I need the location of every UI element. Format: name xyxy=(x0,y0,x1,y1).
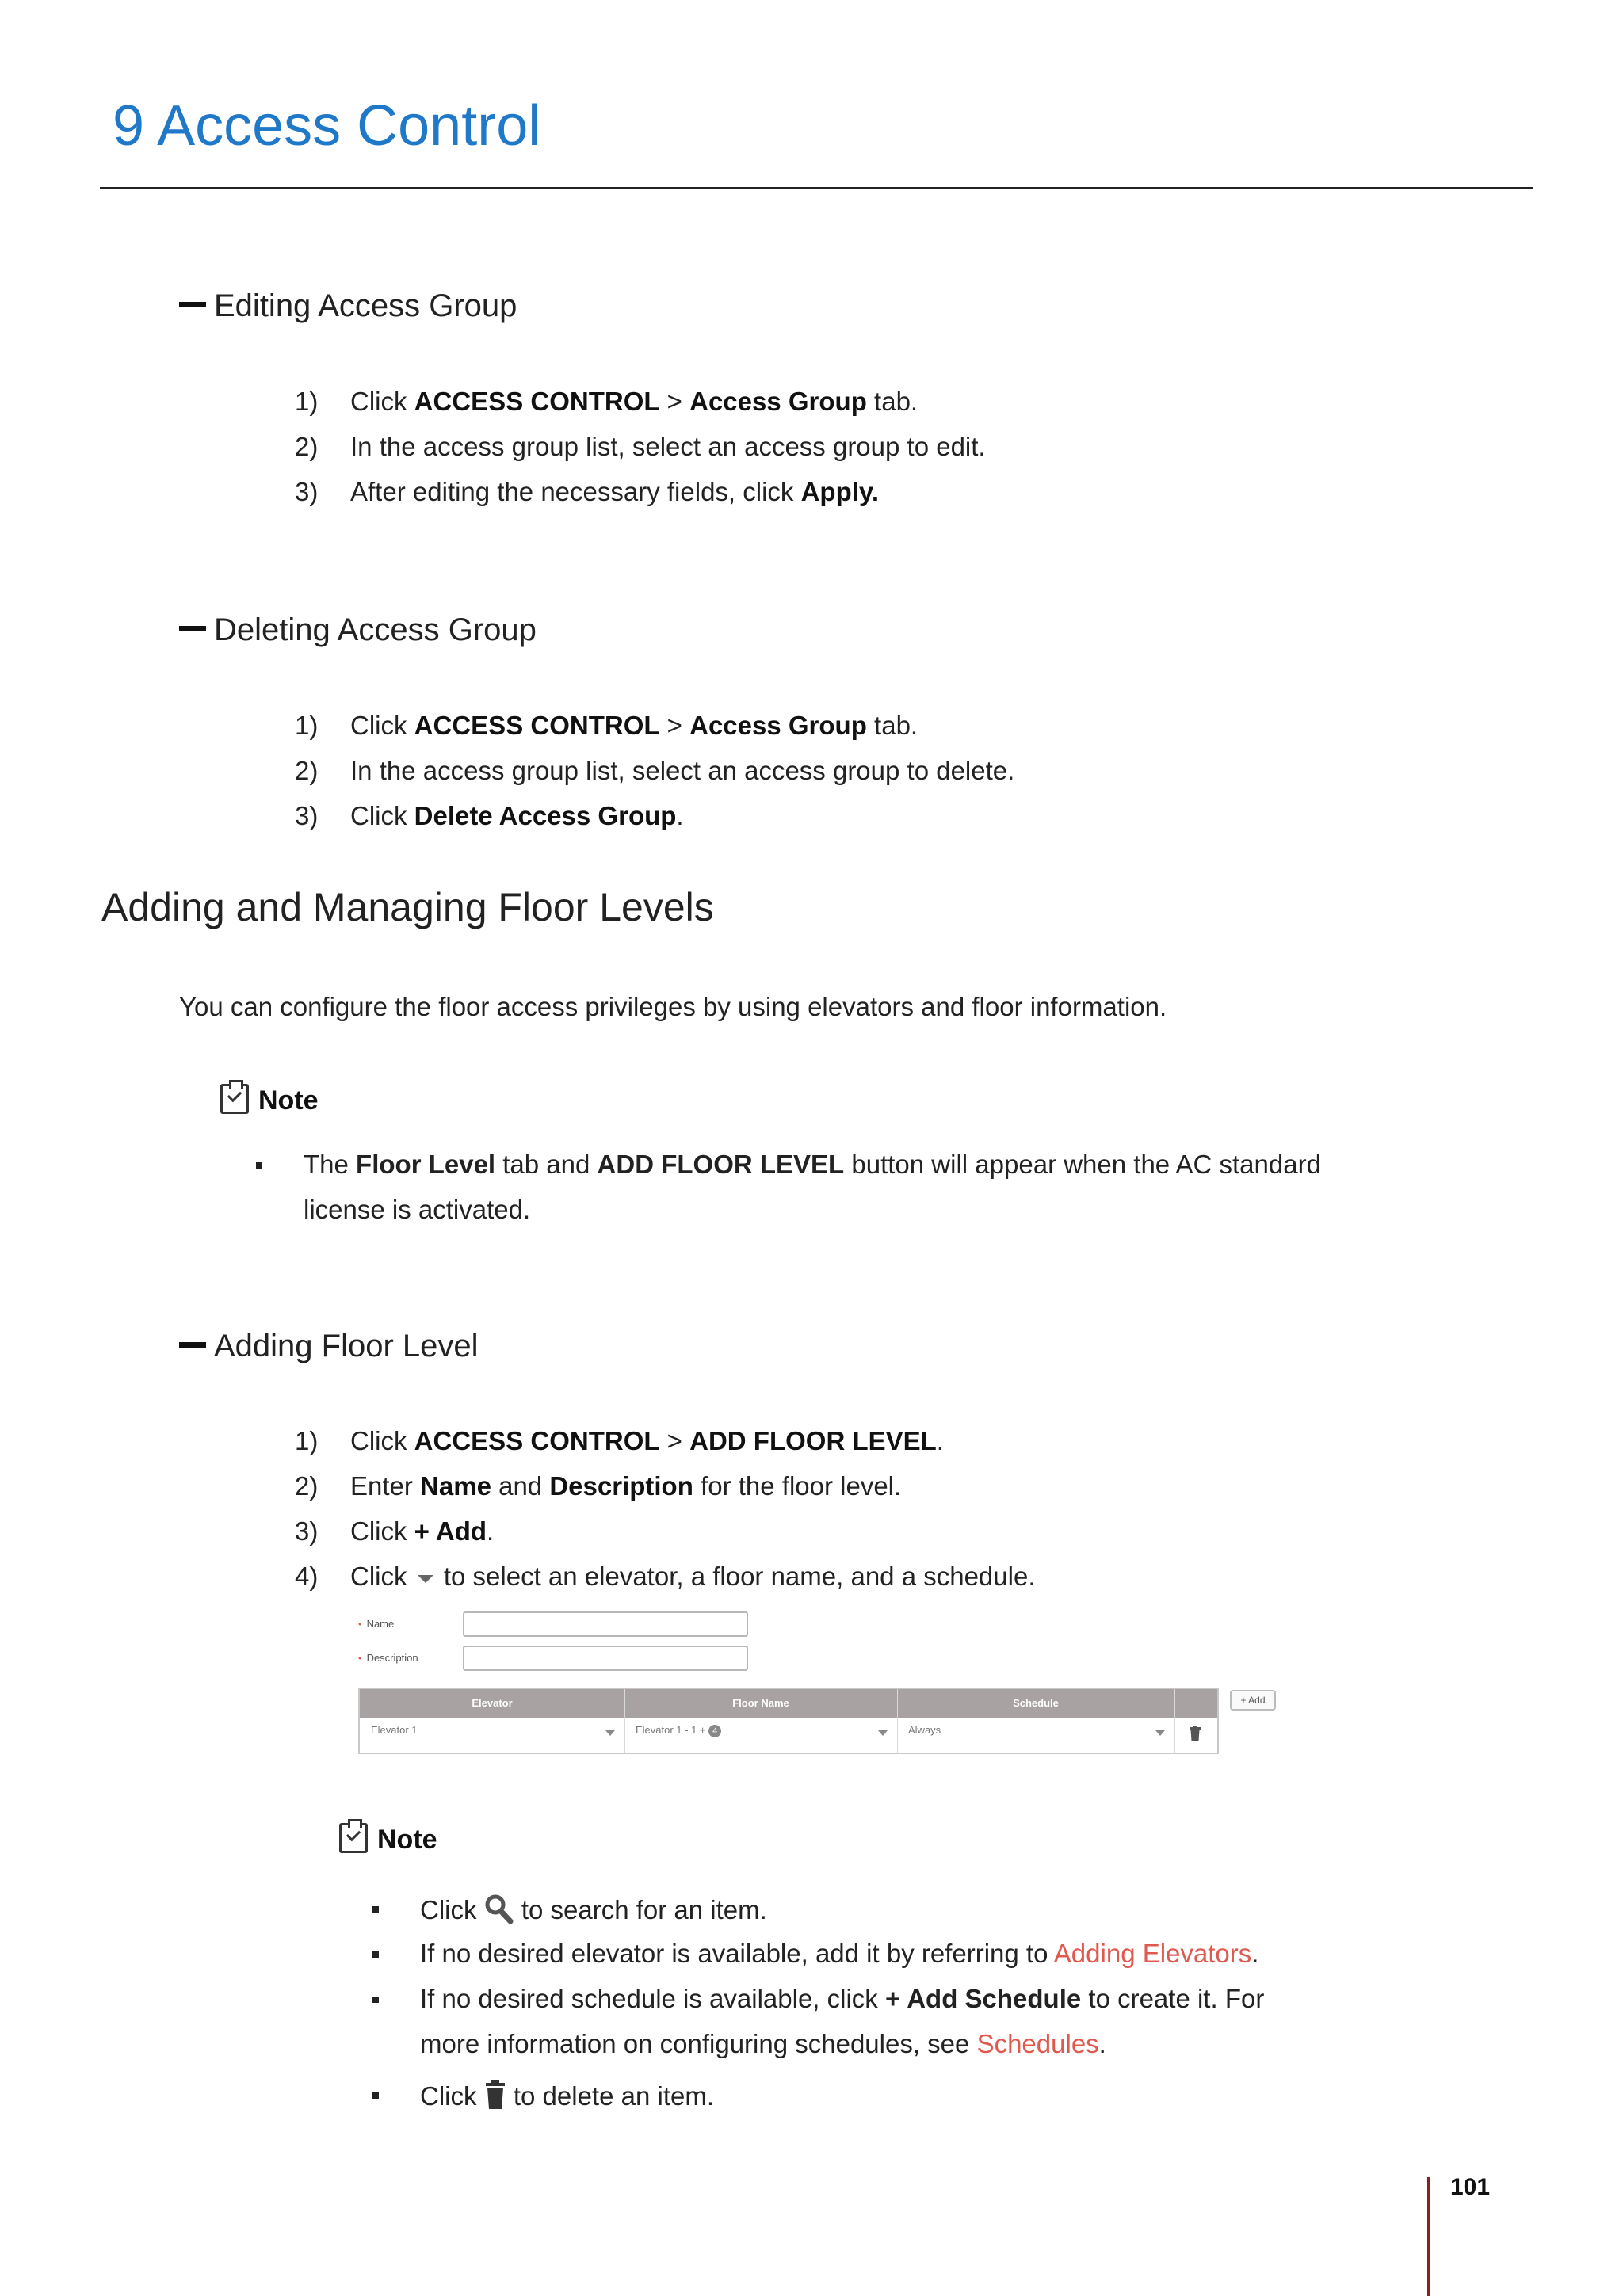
section-title: Adding and Managing Floor Levels xyxy=(101,885,714,929)
note-bullet: The Floor Level tab and ADD FLOOR LEVEL button will appear when the AC standard xyxy=(256,1150,1365,1181)
column-header-schedule: Schedule xyxy=(1013,1697,1059,1709)
note-bullet-cont: license is activated. xyxy=(304,1195,531,1224)
elevator-select[interactable]: Elevator 1 xyxy=(371,1724,418,1736)
dropdown-arrow-icon xyxy=(416,1572,435,1585)
title-divider xyxy=(100,187,1533,189)
chapter-title: 9 Access Control xyxy=(113,94,541,158)
description-label: • Description xyxy=(358,1652,418,1664)
column-header-elevator: Elevator xyxy=(472,1697,513,1709)
adding-elevators-link[interactable]: Adding Elevators xyxy=(1053,1939,1252,1968)
search-icon xyxy=(484,1894,514,1925)
note2-bullet-4: Click to delete an item. xyxy=(372,2080,1482,2115)
note-heading: Note xyxy=(220,1085,319,1117)
clipboard-check-icon xyxy=(220,1084,249,1114)
note2-bullet-1: Click to search for an item. xyxy=(372,1894,1482,1928)
column-header-floor-name: Floor Name xyxy=(732,1697,789,1709)
trash-icon xyxy=(484,2080,506,2110)
floor-table xyxy=(358,1688,1219,1754)
dash-icon xyxy=(179,1342,206,1348)
description-input[interactable] xyxy=(463,1646,748,1671)
add-button[interactable]: + Add xyxy=(1230,1690,1276,1711)
note2-bullet-3: If no desired schedule is available, click + Add Schedule to create it. For xyxy=(372,1984,1482,2016)
schedules-link[interactable]: Schedules xyxy=(976,2029,1099,2058)
deleting-heading: Deleting Access Group xyxy=(179,612,537,648)
chevron-down-icon[interactable] xyxy=(605,1730,615,1736)
name-label: • Name xyxy=(358,1618,395,1630)
trash-icon[interactable] xyxy=(1189,1726,1201,1741)
schedule-select[interactable]: Always xyxy=(908,1724,941,1736)
chevron-down-icon[interactable] xyxy=(1155,1730,1165,1736)
page-number: 101 xyxy=(1450,2174,1491,2200)
name-input[interactable] xyxy=(463,1611,748,1637)
editing-heading: Editing Access Group xyxy=(179,288,517,324)
dash-icon xyxy=(179,302,206,307)
dash-icon xyxy=(179,626,206,631)
count-badge: 4 xyxy=(708,1725,721,1737)
adding-heading: Adding Floor Level xyxy=(179,1329,479,1364)
section-intro: You can configure the floor access privileges by using elevators and floor information. xyxy=(179,992,1167,1021)
clipboard-check-icon xyxy=(339,1823,368,1853)
note-heading-2: Note xyxy=(339,1825,437,1856)
note2-bullet-3-cont: more information on configuring schedules, see Schedules. xyxy=(420,2029,1106,2058)
floor-name-select[interactable]: Elevator 1 - 1 + 4 xyxy=(636,1724,721,1737)
footer-rule xyxy=(1427,2177,1430,2296)
chevron-down-icon[interactable] xyxy=(878,1730,888,1736)
note2-bullet-2: If no desired elevator is available, add it by referring to Adding Elevators. xyxy=(372,1939,1482,1970)
table-header xyxy=(360,1689,1217,1718)
